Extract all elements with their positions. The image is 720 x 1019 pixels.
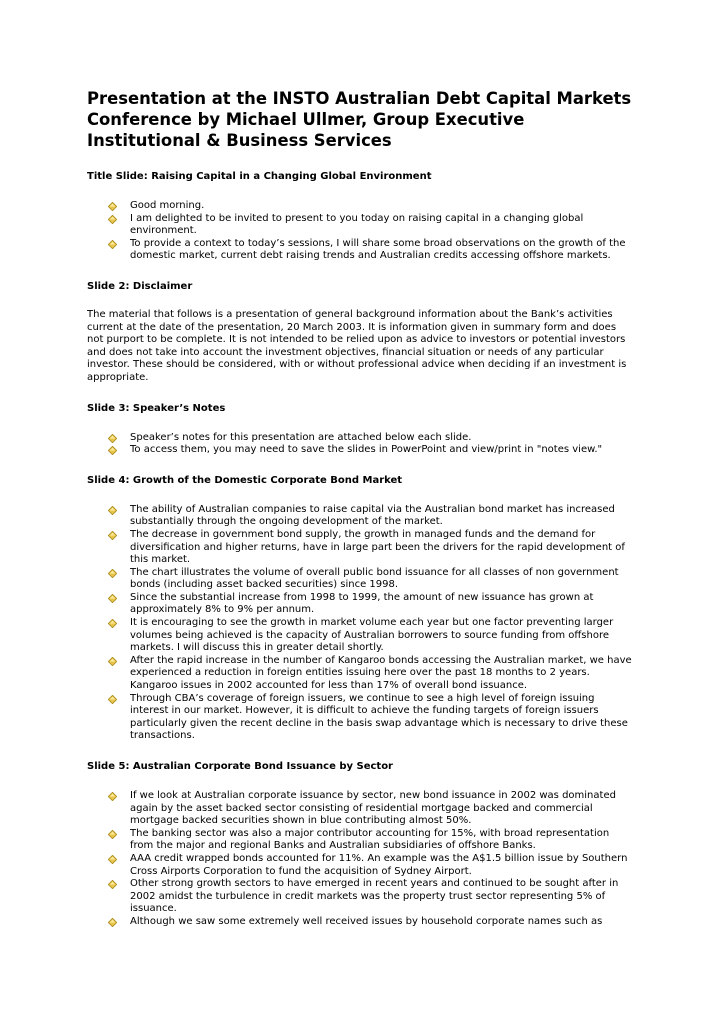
disclaimer-paragraph: The material that follows is a presentation of general background information about the Bank’s activities current at the date of the presentation, 20 March 2003. It is information given in summary form and does not purport to be complete. It is not intended to be relied upon as advice to investors or potential investors and does not take into account the investment objectives, financial situation or needs of any particular investor. These should be considered, with or without professional advice when deciding if an investment is appropriate.: [87, 308, 627, 383]
list-item-text: The banking sector was also a major contributor accounting for 15%, with broad representation from the major and regional Banks and Australian subsidiaries of offshore Banks.: [130, 827, 610, 852]
list-item: [87, 444, 635, 457]
list-item: [87, 504, 635, 529]
section-heading: Slide 4: Growth of the Domestic Corporate Bond Market: [87, 474, 403, 486]
bullet-list: [87, 790, 635, 929]
bullet-list: [87, 504, 635, 743]
bullet-icon: [108, 569, 117, 578]
section-heading: Slide 3: Speaker’s Notes: [87, 402, 226, 414]
list-item: [87, 213, 635, 238]
list-item: [87, 592, 635, 617]
list-item: [87, 853, 635, 878]
bullet-list: [87, 200, 635, 263]
list-item: [87, 693, 635, 743]
list-item-text: Although we saw some extremely well received issues by household corporate names such as: [130, 915, 603, 927]
bullet-icon: [108, 855, 117, 864]
bullet-icon: [108, 830, 117, 839]
bullet-icon: [108, 434, 117, 443]
bullet-icon: [108, 240, 117, 249]
bullet-icon: [108, 215, 117, 224]
list-item: [87, 916, 635, 929]
bullet-icon: [108, 619, 117, 628]
list-item: [87, 828, 635, 853]
list-item-text: It is encouraging to see the growth in market volume each year but one factor preventing larger volumes being achieved is the capacity of Australian borrowers to source funding from offshore markets. I will discuss this in greater detail shortly.: [130, 617, 614, 654]
list-item-text: The decrease in government bond supply, the growth in managed funds and the demand for diversification and higher returns, have in large part been the drivers for the rapid development of this market.: [130, 528, 625, 566]
list-item: [87, 567, 635, 592]
list-item-text: Other strong growth sectors to have emerged in recent years and continued to be sought after in 2002 amidst the turbulence in credit markets was the property trust sector representing 5% of issuance.: [130, 878, 619, 915]
list-item-text: The chart illustrates the volume of overall public bond issuance for all classes of non government bonds (including asset backed securities) since 1998.: [130, 566, 619, 591]
list-item: [87, 655, 635, 693]
list-item-text: If we look at Australian corporate issuance by sector, new bond issuance in 2002 was dominated again by the asset backed sector consisting of residential mortgage backed and commercial mortgage backed securities shown in blue contributing almost 50%.: [130, 790, 616, 827]
list-item: [87, 432, 635, 445]
section-heading: Slide 5: Australian Corporate Bond Issuance by Sector: [87, 761, 393, 772]
list-item-text: Through CBA’s coverage of foreign issuers, we continue to see a high level of foreign issuing interest in our market. However, it is difficult to achieve the funding targets of foreign issuers particularly given the recent decline in the basis swap advantage which is necessary to drive these transactions.: [130, 692, 628, 742]
bullet-icon: [108, 446, 117, 455]
list-item-text: I am delighted to be invited to present to you today on raising capital in a changing global environment.: [130, 212, 584, 237]
list-item: [87, 617, 635, 655]
bullet-icon: [108, 531, 117, 540]
list-item-text: To access them, you may need to save the slides in PowerPoint and view/print in "notes view.": [130, 444, 603, 456]
list-item-text: After the rapid increase in the number of Kangaroo bonds accessing the Australian market, we have experienced a reduction in foreign entities issuing here over the past 18 months to 2 years. Kangaroo issues in 2002 accounted for less than 17% of overall bond issuance.: [130, 654, 632, 692]
list-item-text: Speaker’s notes for this presentation are attached below each slide.: [130, 431, 472, 443]
document-title: Presentation at the INSTO Australian Debt Capital Markets Conference by Michael Ullmer, Group Executive Institutional & Business Services: [87, 89, 632, 150]
list-item: [87, 200, 635, 213]
document-page: [87, 88, 635, 929]
list-item: [87, 238, 635, 263]
bullet-icon: [108, 695, 117, 704]
list-item-text: The ability of Australian companies to raise capital via the Australian bond market has increased substantially through the ongoing development of the market.: [130, 503, 615, 528]
list-item-text: Good morning.: [130, 200, 205, 211]
bullet-icon: [108, 918, 117, 927]
bullet-icon: [108, 506, 117, 515]
bullet-icon: [108, 202, 117, 211]
list-item-text: Since the substantial increase from 1998 to 1999, the amount of new issuance has grown at approximately 8% to 9% per annum.: [130, 591, 594, 616]
bullet-list: [87, 432, 635, 457]
bullet-icon: [108, 792, 117, 801]
bullet-icon: [108, 594, 117, 603]
list-item: [87, 790, 635, 828]
bullet-icon: [108, 657, 117, 666]
list-item-text: To provide a context to today’s sessions, I will share some broad observations on the growth of the domestic market, current debt raising trends and Australian credits accessing offshore markets.: [130, 237, 626, 262]
section-heading: Slide 2: Disclaimer: [87, 280, 193, 292]
section-heading: Title Slide: Raising Capital in a Changing Global Environment: [87, 171, 432, 182]
bullet-icon: [108, 880, 117, 889]
list-item: [87, 529, 635, 567]
list-item: [87, 878, 635, 916]
list-item-text: AAA credit wrapped bonds accounted for 11%. An example was the A$1.5 billion issue by Southern Cross Airports Corporation to fund the acquisition of Sydney Airport.: [130, 852, 628, 877]
